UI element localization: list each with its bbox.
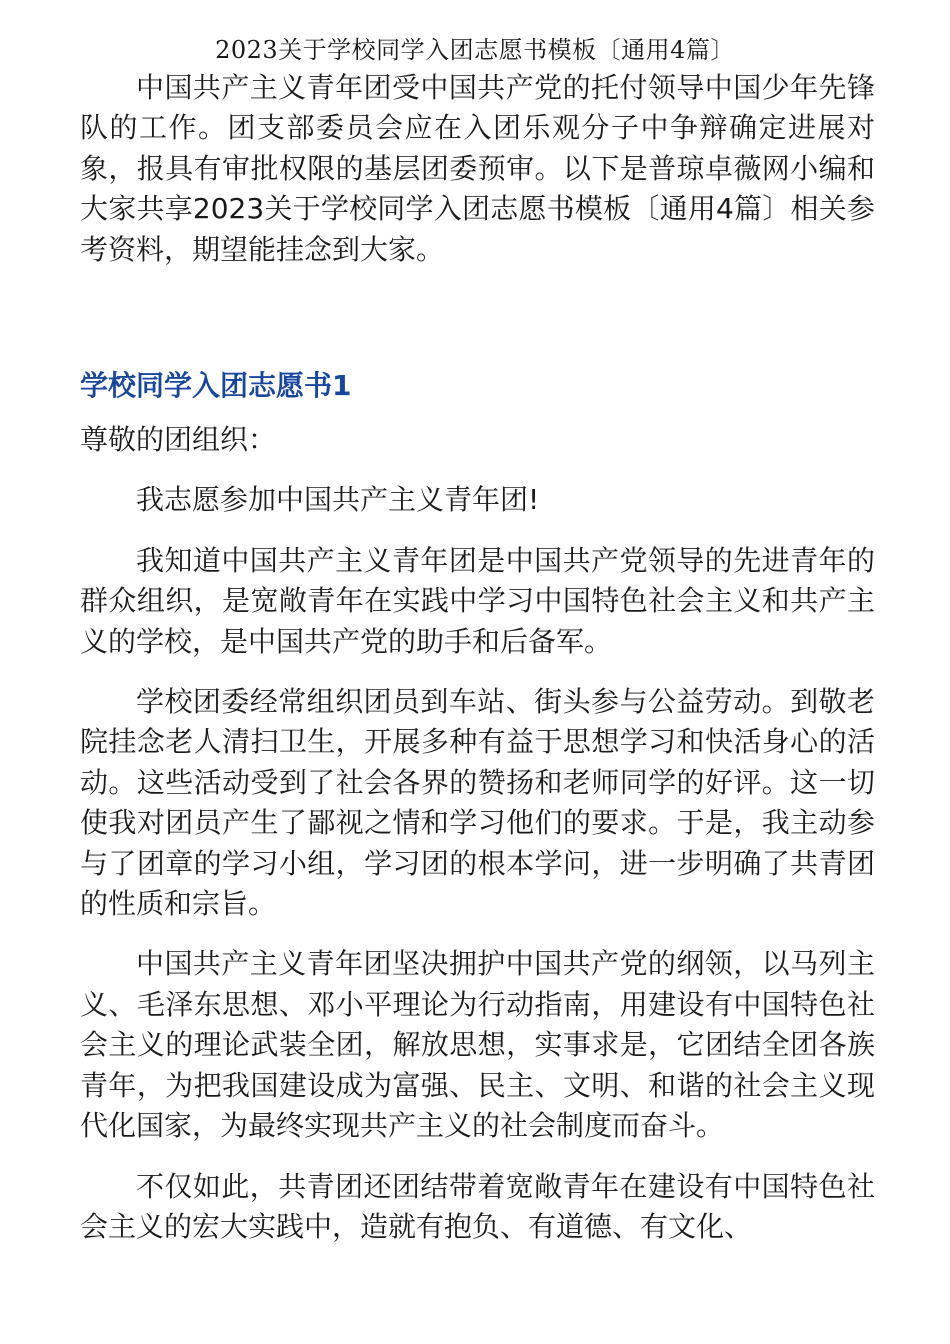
body-paragraph: 不仅如此，共青团还团结带着宽敞青年在建设有中国特色社会主义的宏大实践中，造就有抱负、有道德、有文化、 (80, 1169, 875, 1243)
section-title: 学校同学入团志愿书1 (80, 369, 352, 402)
body-paragraph: 我知道中国共产主义青年团是中国共产党领导的先进青年的群众组织，是宽敞青年在实践中学习中国特色社会主义和共产主义的学校，是中国共产党的助手和后备军。 (80, 543, 875, 658)
body-paragraph: 中国共产主义青年团坚决拥护中国共产党的纲领，以马列主义、毛泽东思想、邓小平理论为行动指南，用建设有中国特色社会主义的理论武装全团，解放思想，实事求是，它团结全团各族青年，为把我国建设成为富强、民主、文明、和谐的社会主义现代化国家，为最终实现共产主义的社会制度而奋斗。 (80, 947, 875, 1143)
document-title: 2023关于学校同学入团志愿书模板〔通用4篇〕 (215, 36, 735, 64)
body-paragraph: 我志愿参加中国共产主义青年团! (136, 483, 540, 517)
salutation: 尊敬的团组织： (80, 423, 277, 456)
intro-paragraph: 中国共产主义青年团受中国共产党的托付领导中国少年先锋队的工作。团支部委员会应在入团乐观分子中争辩确定进展对象，报具有审批权限的基层团委预审。以下是普琼卓薇网小编和大家共享2023关于学校同学入团志愿书模板〔通用4篇〕相关参考资料，期望能挂念到大家。 (80, 71, 875, 266)
body-paragraph: 学校团委经常组织团员到车站、街头参与公益劳动。到敬老院挂念老人清扫卫生，开展多种有益于思想学习和快活身心的活动。这些活动受到了社会各界的赞扬和老师同学的好评。这一切使我对团员产生了鄙视之情和学习他们的要求。于是，我主动参与了团章的学习小组，学习团的根本学问，进一步明确了共青团的性质和宗旨。 (80, 685, 875, 921)
section-content (80, 420, 875, 1267)
